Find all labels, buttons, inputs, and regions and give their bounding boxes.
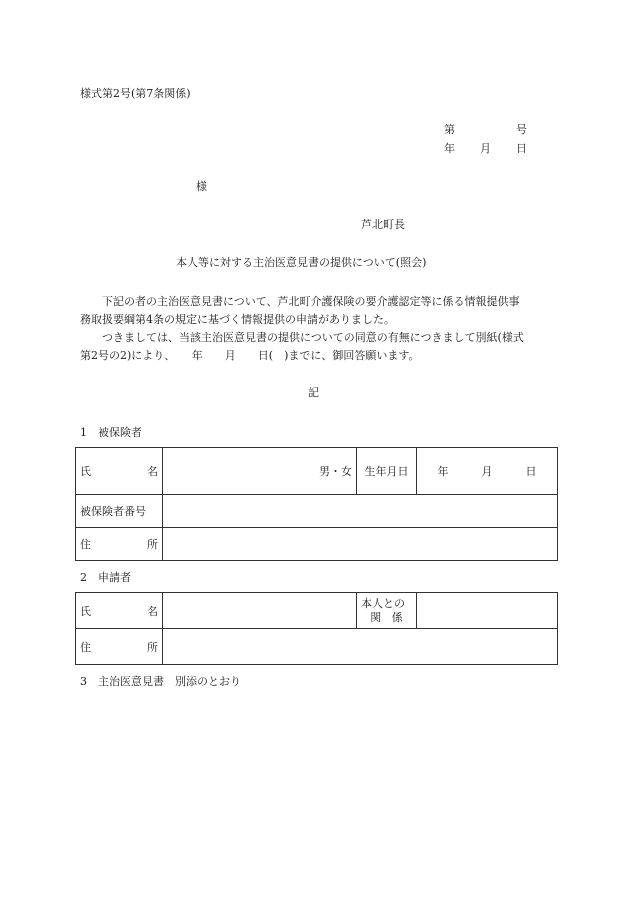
date-month: 月 [480, 142, 491, 155]
applicant-name-row [76, 593, 558, 629]
doc-number-dai: 第 [444, 123, 455, 136]
insured-address-field[interactable] [163, 528, 558, 561]
applicant-name-field[interactable] [163, 593, 357, 629]
relationship-label: 本人との 関 係 [357, 593, 417, 629]
birthdate-label: 生年月日 [357, 448, 417, 495]
addressee-suffix: 様 [196, 180, 207, 193]
insured-number-row [76, 495, 558, 528]
section-2-heading: 2 申請者 [80, 571, 131, 584]
insured-name-row [76, 448, 558, 495]
applicant-address-label: 住 所 [76, 629, 163, 665]
paragraph-1-line-1: 下記の者の主治医意見書について、芦北町介護保険の要介護認定等に係る情報提供事 [102, 295, 520, 308]
insured-number-label: 被保険者番号 [76, 495, 163, 528]
applicant-name-label: 氏 名 [76, 593, 163, 629]
applicant-address-row [76, 629, 558, 665]
insured-name-label: 氏 名 [76, 448, 163, 495]
body-text [80, 293, 560, 365]
doc-number-go: 号 [516, 123, 527, 136]
insured-name-field[interactable] [163, 448, 357, 495]
form-number: 様式第2号(第7条関係) [80, 87, 191, 100]
section-3-heading: 3 主治医意見書 別添のとおり [80, 675, 241, 688]
ki-heading: 記 [308, 386, 319, 399]
insured-address-label: 住 所 [76, 528, 163, 561]
relationship-field[interactable] [417, 593, 558, 629]
insured-table [75, 447, 558, 561]
gender-selector[interactable]: 男・女 [319, 465, 352, 478]
date-day: 日 [516, 142, 527, 155]
applicant-table [75, 592, 558, 665]
insured-number-field[interactable] [163, 495, 558, 528]
paragraph-2-line-2: 第2号の2)により、 年 月 日( )までに、御回答願います。 [80, 349, 420, 362]
sender-name: 芦北町長 [361, 218, 405, 231]
birthdate-field[interactable]: 年 月 日 [417, 448, 558, 495]
paragraph-2-line-1: つきましては、当該主治医意見書の提供についての同意の有無につきまして別紙(様式 [102, 331, 524, 344]
applicant-address-field[interactable] [163, 629, 558, 665]
insured-address-row [76, 528, 558, 561]
date-year: 年 [444, 142, 455, 155]
section-1-heading: 1 被保険者 [80, 426, 142, 439]
paragraph-1-line-2: 務取扱要綱第4条の規定に基づく情報提供の申請がありました。 [80, 313, 395, 326]
document-title: 本人等に対する主治医意見書の提供について(照会) [176, 256, 427, 269]
